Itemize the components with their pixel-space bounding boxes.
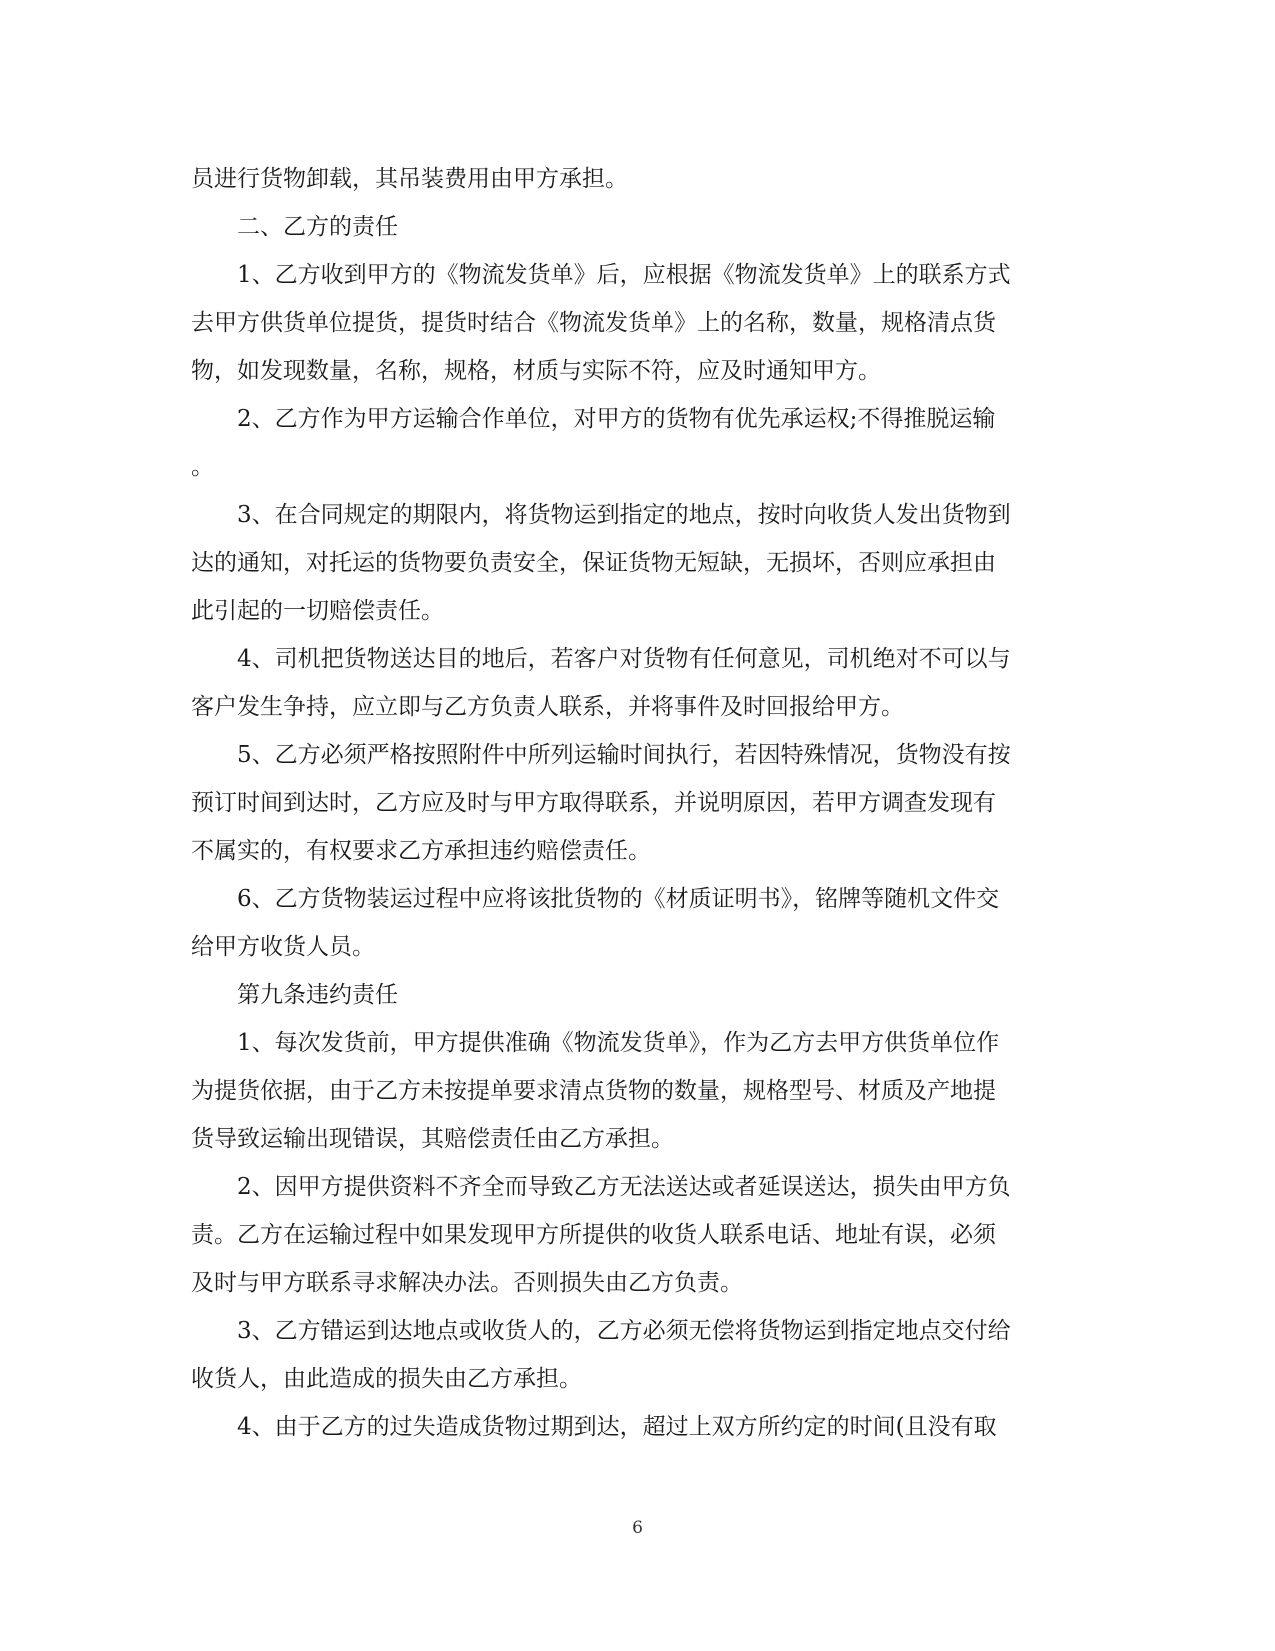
text-line: 1、乙方收到甲方的《物流发货单》后，应根据《物流发货单》上的联系方式 [237,262,1011,288]
text-line: 去甲方供货单位提货，提货时结合《物流发货单》上的名称，数量，规格清点货 [191,310,996,336]
text-line: 4、由于乙方的过失造成货物过期到达，超过上双方所约定的时间(且没有取 [237,1414,997,1440]
page-number: 6 [632,1518,643,1538]
text-line: 2、乙方作为甲方运输合作单位，对甲方的货物有优先承运权;不得推脱运输 [237,406,996,432]
text-line: 。 [191,454,214,480]
text-line: 给甲方收货人员。 [191,934,375,960]
section-heading: 二、乙方的责任 [237,214,398,240]
text-line: 达的通知，对托运的货物要负责安全，保证货物无短缺，无损坏，否则应承担由 [191,550,996,576]
text-line: 员进行货物卸载，其吊装费用由甲方承担。 [191,166,628,192]
text-line: 物，如发现数量，名称，规格，材质与实际不符，应及时通知甲方。 [191,358,881,384]
text-line: 为提货依据，由于乙方未按提单要求清点货物的数量，规格型号、材质及产地提 [191,1078,996,1104]
text-line: 6、乙方货物装运过程中应将该批货物的《材质证明书》，铭牌等随机文件交 [237,886,1000,912]
text-line: 预订时间到达时，乙方应及时与甲方取得联系，并说明原因，若甲方调查发现有 [191,790,996,816]
text-line: 4、司机把货物送达目的地后，若客户对货物有任何意见，司机绝对不可以与 [237,646,1011,672]
text-line: 5、乙方必须严格按照附件中所列运输时间执行，若因特殊情况，货物没有按 [237,742,1011,768]
body-text [191,155,1071,1451]
text-line: 3、乙方错运到达地点或收货人的，乙方必须无偿将货物运到指定地点交付给 [237,1318,1011,1344]
text-line: 3、在合同规定的期限内，将货物运到指定的地点，按时向收货人发出货物到 [237,502,1011,528]
text-line: 1、每次发货前，甲方提供准确《物流发货单》，作为乙方去甲方供货单位作 [237,1030,1000,1056]
text-line: 货导致运输出现错误，其赔偿责任由乙方承担。 [191,1126,674,1152]
text-line: 不属实的，有权要求乙方承担违约赔偿责任。 [191,838,651,864]
text-line: 2、因甲方提供资料不齐全而导致乙方无法送达或者延误送达，损失由甲方负 [237,1174,1011,1200]
text-line: 收货人，由此造成的损失由乙方承担。 [191,1366,582,1392]
text-line: 责。乙方在运输过程中如果发现甲方所提供的收货人联系电话、地址有误，必须 [191,1222,996,1248]
text-line: 客户发生争持，应立即与乙方负责人联系，并将事件及时回报给甲方。 [191,694,904,720]
section-heading: 第九条违约责任 [237,982,398,1008]
text-line: 及时与甲方联系寻求解决办法。否则损失由乙方负责。 [191,1270,743,1296]
text-line: 此引起的一切赔偿责任。 [191,598,444,624]
